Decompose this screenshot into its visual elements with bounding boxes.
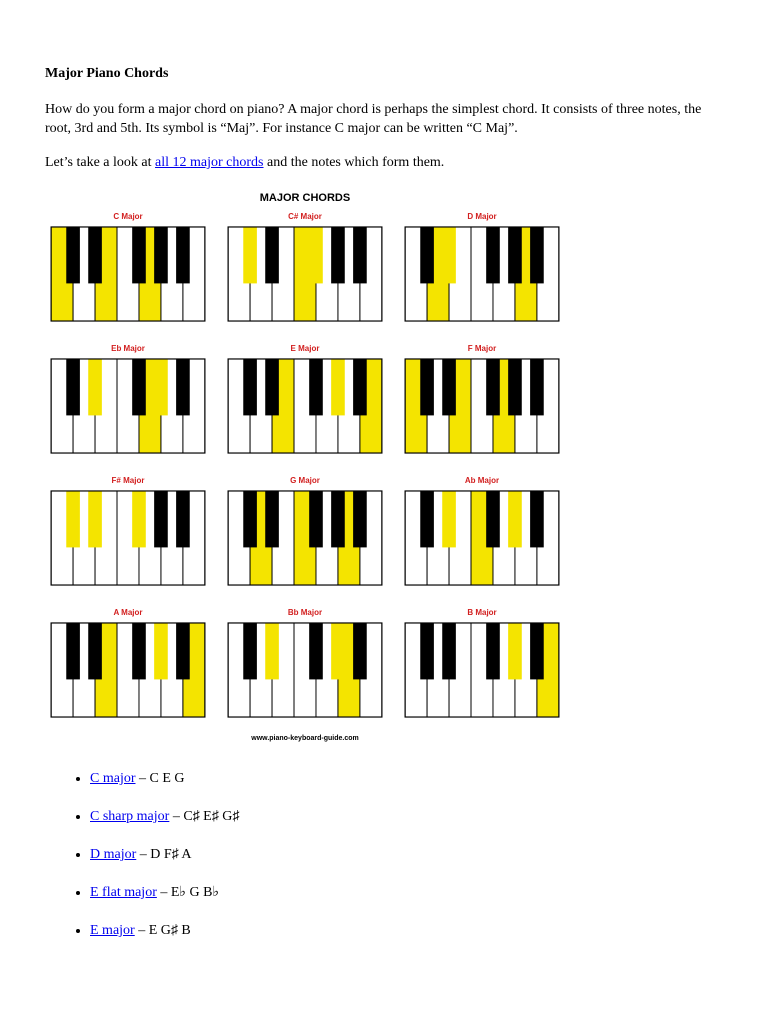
- piano-keyboard: [48, 226, 208, 322]
- black-key: [353, 227, 367, 283]
- figure-credit: www.piano-keyboard-guide.com: [251, 735, 359, 742]
- black-key: [530, 623, 544, 679]
- chord-name: Bb Major: [287, 608, 323, 617]
- highlighted-black-key: [66, 491, 80, 547]
- chord-name: Ab Major: [464, 476, 500, 485]
- chord-diagram: [225, 212, 385, 322]
- black-key: [353, 491, 367, 547]
- list-item-notes: – C E G: [135, 771, 185, 786]
- black-key: [309, 623, 323, 679]
- black-key: [154, 227, 168, 283]
- black-key: [331, 491, 345, 547]
- d-major-link[interactable]: D major: [90, 847, 137, 862]
- black-key: [176, 623, 190, 679]
- highlighted-black-key: [309, 227, 323, 283]
- highlighted-black-key: [508, 491, 522, 547]
- black-key: [66, 623, 80, 679]
- black-key: [486, 227, 500, 283]
- black-key: [132, 359, 146, 415]
- look-paragraph: [45, 155, 444, 171]
- black-key: [530, 491, 544, 547]
- piano-keyboard: [225, 226, 385, 322]
- list-item: [90, 770, 239, 788]
- highlighted-black-key: [442, 227, 456, 283]
- list-item: [90, 846, 239, 864]
- chord-diagram: [225, 608, 385, 718]
- black-key: [243, 359, 257, 415]
- black-key: [442, 359, 456, 415]
- black-key: [420, 359, 434, 415]
- chord-diagram: [48, 608, 208, 718]
- list-item: [90, 884, 239, 902]
- piano-keyboard: [402, 226, 562, 322]
- piano-keyboard: [402, 622, 562, 718]
- e-flat-major-link[interactable]: E flat major: [90, 885, 157, 900]
- figure-heading: MAJOR CHORDS: [259, 192, 351, 204]
- black-key: [530, 227, 544, 283]
- highlighted-black-key: [132, 491, 146, 547]
- black-key: [442, 623, 456, 679]
- black-key: [530, 359, 544, 415]
- black-key: [353, 359, 367, 415]
- list-item-notes: – E♭ G B♭: [156, 885, 220, 900]
- black-key: [486, 359, 500, 415]
- chord-diagram: [402, 608, 562, 718]
- list-item: [90, 922, 239, 940]
- highlighted-black-key: [442, 491, 456, 547]
- chord-list: [45, 770, 239, 960]
- chord-diagram: [48, 212, 208, 322]
- chord-name: G Major: [290, 476, 320, 485]
- black-key: [132, 623, 146, 679]
- highlighted-black-key: [331, 623, 345, 679]
- page-title: Major Piano Chords: [45, 66, 169, 81]
- highlighted-black-key: [88, 491, 102, 547]
- chord-name: C# Major: [288, 212, 322, 221]
- list-item-notes: – D F♯ A: [136, 847, 192, 862]
- piano-keyboard: [225, 490, 385, 586]
- black-key: [508, 227, 522, 283]
- black-key: [66, 227, 80, 283]
- piano-keyboard: [225, 622, 385, 718]
- black-key: [176, 491, 190, 547]
- black-key: [420, 623, 434, 679]
- look-suffix: and the notes which form them.: [263, 155, 445, 170]
- chord-name: E Major: [290, 344, 320, 353]
- black-key: [309, 491, 323, 547]
- black-key: [420, 227, 434, 283]
- chord-name: Eb Major: [111, 344, 145, 353]
- black-key: [132, 227, 146, 283]
- piano-keyboard: [225, 358, 385, 454]
- black-key: [88, 623, 102, 679]
- piano-keyboard: [402, 358, 562, 454]
- black-key: [486, 623, 500, 679]
- black-key: [508, 359, 522, 415]
- c-sharp-major-link[interactable]: C sharp major: [90, 809, 170, 824]
- black-key: [176, 227, 190, 283]
- highlighted-black-key: [88, 359, 102, 415]
- piano-keyboard: [48, 490, 208, 586]
- highlighted-black-key: [331, 359, 345, 415]
- chord-name: B Major: [467, 608, 497, 617]
- highlighted-black-key: [265, 623, 279, 679]
- chord-diagram: [402, 212, 562, 322]
- black-key: [176, 359, 190, 415]
- c-major-link[interactable]: C major: [90, 771, 136, 786]
- piano-keyboard: [402, 490, 562, 586]
- black-key: [154, 491, 168, 547]
- list-item-notes: – E G♯ B: [134, 923, 191, 938]
- highlighted-black-key: [243, 227, 257, 283]
- black-key: [420, 491, 434, 547]
- black-key: [243, 491, 257, 547]
- chord-diagram: [225, 476, 385, 586]
- chord-name: D Major: [467, 212, 497, 221]
- black-key: [265, 491, 279, 547]
- black-key: [88, 227, 102, 283]
- black-key: [243, 623, 257, 679]
- black-key: [265, 227, 279, 283]
- list-item: [90, 808, 239, 826]
- intro-paragraph: How do you form a major chord on piano? A major chord is perhaps the simplest chord. It consists of three notes, the root, 3rd and 5th. Its symbol is “Maj”. For instance C major can be written “C Maj”.: [45, 102, 702, 136]
- list-item-notes: – C♯ E♯ G♯: [169, 809, 240, 824]
- black-key: [309, 359, 323, 415]
- chord-diagram: [48, 344, 208, 454]
- black-key: [486, 491, 500, 547]
- chord-diagram: [48, 476, 208, 586]
- all-major-chords-link[interactable]: all 12 major chords: [155, 155, 264, 170]
- chord-diagram: [225, 344, 385, 454]
- black-key: [331, 227, 345, 283]
- piano-keyboard: [48, 622, 208, 718]
- chord-name: F Major: [467, 344, 497, 353]
- major-chords-figure: [40, 187, 570, 747]
- chord-diagram: [402, 476, 562, 586]
- highlighted-black-key: [154, 359, 168, 415]
- chord-diagram: [402, 344, 562, 454]
- chord-name: A Major: [113, 608, 143, 617]
- e-major-link[interactable]: E major: [90, 923, 135, 938]
- piano-keyboard: [48, 358, 208, 454]
- black-key: [66, 359, 80, 415]
- look-prefix: Let’s take a look at: [45, 155, 156, 170]
- chord-name: C Major: [113, 212, 143, 221]
- black-key: [353, 623, 367, 679]
- chord-name: F# Major: [111, 476, 145, 485]
- black-key: [265, 359, 279, 415]
- highlighted-black-key: [154, 623, 168, 679]
- highlighted-black-key: [508, 623, 522, 679]
